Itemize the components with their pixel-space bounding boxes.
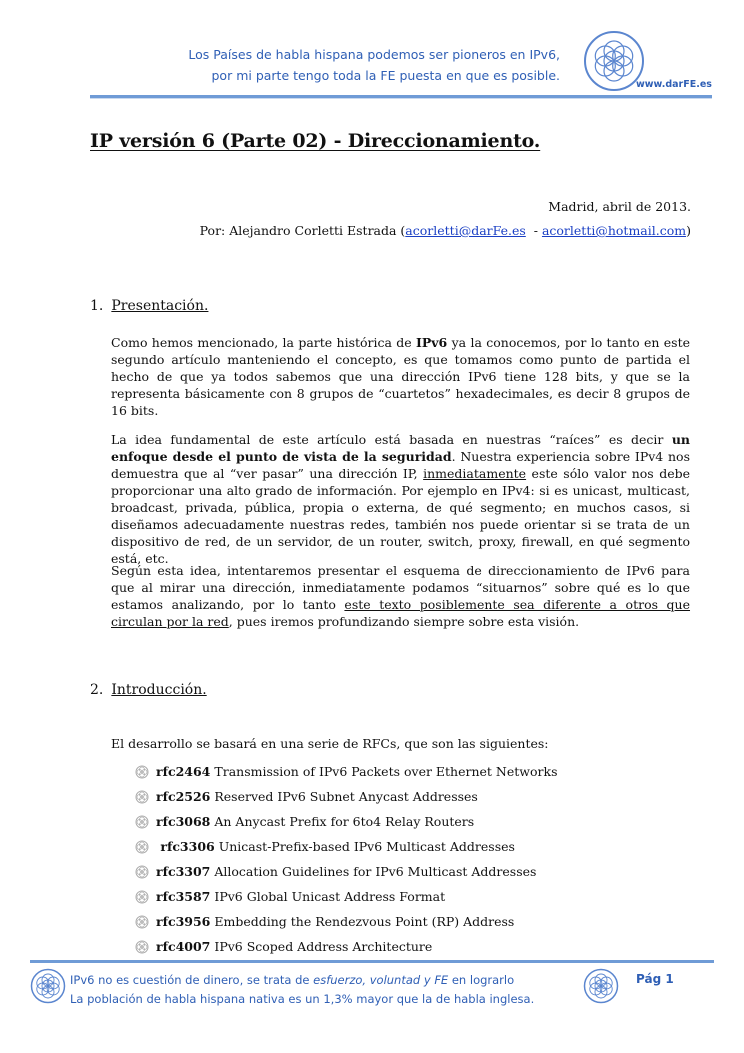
text-run-bold: un enfoque desde el punto de vista de la seguridad bbox=[111, 432, 690, 464]
page-number: Pág 1 bbox=[636, 972, 674, 986]
darfe-logo-icon bbox=[583, 968, 619, 1004]
paragraph-presentacion-2 bbox=[111, 431, 690, 567]
section-number: 2. bbox=[90, 682, 104, 698]
author-separator: - bbox=[525, 223, 542, 238]
author-prefix: Por: Alejandro Corletti Estrada ( bbox=[199, 223, 406, 238]
email-link-darfe[interactable]: acorletti@darFe.es bbox=[405, 223, 526, 238]
rfc-title: Reserved IPv6 Subnet Anycast Addresses bbox=[214, 789, 478, 804]
flower-bullet-icon bbox=[135, 840, 149, 854]
list-item bbox=[135, 909, 557, 934]
text-run: . Nuestra experiencia sobre IPv4 nos demuestra que al “ver pasar” una dirección IP, bbox=[111, 449, 690, 481]
text-run-underlined: este texto posiblemente sea diferente a otros que circulan por la red bbox=[111, 597, 691, 629]
text-run: en lograrlo bbox=[448, 973, 515, 987]
flower-bullet-icon bbox=[135, 815, 149, 829]
document-title: IP versión 6 (Parte 02) - Direccionamiento. bbox=[90, 130, 541, 152]
author-suffix: ) bbox=[686, 223, 691, 238]
header-line-1: Los Países de habla hispana podemos ser pioneros en IPv6, bbox=[188, 47, 560, 62]
text-run: Según esta idea, intentaremos presentar el esquema de direccionamiento de IPv6 para que al mirar una dirección, inmediatamente podamos “situarnos” sobre qué es lo que estamos analizando, por lo tanto bbox=[111, 563, 690, 612]
document-author bbox=[200, 223, 691, 238]
rfc-title: IPv6 Global Unicast Address Format bbox=[214, 889, 446, 904]
rfc-id: rfc2464 bbox=[156, 764, 211, 779]
darfe-logo-icon bbox=[30, 968, 66, 1004]
rfc-title: Unicast-Prefix-based IPv6 Multicast Addresses bbox=[218, 839, 515, 854]
section-label: Introducción. bbox=[111, 682, 207, 698]
section-heading-presentacion bbox=[90, 298, 208, 314]
email-link-hotmail[interactable]: acorletti@hotmail.com bbox=[541, 223, 687, 238]
paragraph-introduccion: El desarrollo se basará en una serie de RFCs, que son las siguientes: bbox=[111, 736, 549, 751]
rfc-id: rfc3306 bbox=[156, 839, 215, 854]
text-run: Como hemos mencionado, la parte histórica de bbox=[111, 335, 417, 350]
flower-bullet-icon bbox=[135, 940, 149, 954]
text-run: La idea fundamental de este artículo está basada en nuestras “raíces” es decir bbox=[111, 432, 672, 447]
section-label: Presentación. bbox=[111, 298, 209, 314]
header-url: www.darFE.es bbox=[636, 79, 712, 90]
rfc-list bbox=[135, 759, 557, 959]
section-number: 1. bbox=[90, 298, 104, 314]
footer-line-2: La población de habla hispana nativa es un 1,3% mayor que la de habla inglesa. bbox=[70, 992, 535, 1006]
header-motto bbox=[90, 44, 560, 86]
rfc-title: IPv6 Scoped Address Architecture bbox=[214, 939, 433, 954]
text-run: IPv6 no es cuestión de dinero, se trata de bbox=[70, 973, 314, 987]
text-run: ya la conocemos, por lo tanto en este segundo artículo manteniendo el concepto, es que tomamos como punto de partida el hecho de que ya todos sabemos que una dirección IPv6 tiene 128 bits, y que se la representa básicamente con 8 grupos de “cuartetos” hexadecimales, es decir 8 grupos de 16 bits. bbox=[111, 335, 690, 418]
text-run-italic: esfuerzo, voluntad y FE bbox=[313, 973, 449, 987]
rfc-id: rfc3068 bbox=[156, 814, 211, 829]
rfc-title: Embedding the Rendezvous Point (RP) Address bbox=[214, 914, 515, 929]
header-divider bbox=[90, 95, 712, 98]
text-run-bold: IPv6 bbox=[416, 335, 448, 350]
rfc-id: rfc3956 bbox=[156, 914, 211, 929]
text-run: este sólo valor nos debe proporcionar una alto grado de información. Por ejemplo en IPv4: si es unicast, multicast, broadcast, privada, pública, propia o externa, de qué segmento; en muchos casos, si diseñamos adecuadamente nuestras redes, también nos puede orientar si se trata de un dispositivo de red, de un servidor, de un router, switch, proxy, firewall, en qué segmento está, etc. bbox=[111, 466, 690, 566]
rfc-id: rfc4007 bbox=[156, 939, 211, 954]
rfc-title: Transmission of IPv6 Packets over Ethernet Networks bbox=[214, 764, 558, 779]
document-date: Madrid, abril de 2013. bbox=[548, 199, 691, 214]
list-item bbox=[135, 859, 557, 884]
list-item bbox=[135, 809, 557, 834]
flower-bullet-icon bbox=[135, 915, 149, 929]
paragraph-presentacion-1 bbox=[111, 334, 690, 419]
section-heading-introduccion bbox=[90, 682, 207, 698]
footer-line-1 bbox=[70, 971, 534, 990]
header-line-2: por mi parte tengo toda la FE puesta en que es posible. bbox=[211, 68, 560, 83]
rfc-id: rfc3307 bbox=[156, 864, 211, 879]
rfc-id: rfc3587 bbox=[156, 889, 211, 904]
text-run-underlined: inmediatamente bbox=[423, 466, 527, 481]
rfc-title: Allocation Guidelines for IPv6 Multicast Addresses bbox=[214, 864, 537, 879]
list-item bbox=[135, 759, 557, 784]
rfc-title: An Anycast Prefix for 6to4 Relay Routers bbox=[214, 814, 475, 829]
flower-bullet-icon bbox=[135, 865, 149, 879]
flower-bullet-icon bbox=[135, 765, 149, 779]
text-run: , pues iremos profundizando siempre sobre esta visión. bbox=[228, 614, 580, 629]
rfc-id: rfc2526 bbox=[156, 789, 211, 804]
list-item bbox=[135, 884, 557, 909]
list-item bbox=[135, 934, 557, 959]
paragraph-presentacion-3 bbox=[111, 562, 690, 630]
list-item bbox=[135, 834, 557, 859]
list-item bbox=[135, 784, 557, 809]
footer-motto bbox=[70, 971, 534, 1009]
flower-bullet-icon bbox=[135, 890, 149, 904]
flower-bullet-icon bbox=[135, 790, 149, 804]
footer-divider bbox=[30, 960, 714, 963]
